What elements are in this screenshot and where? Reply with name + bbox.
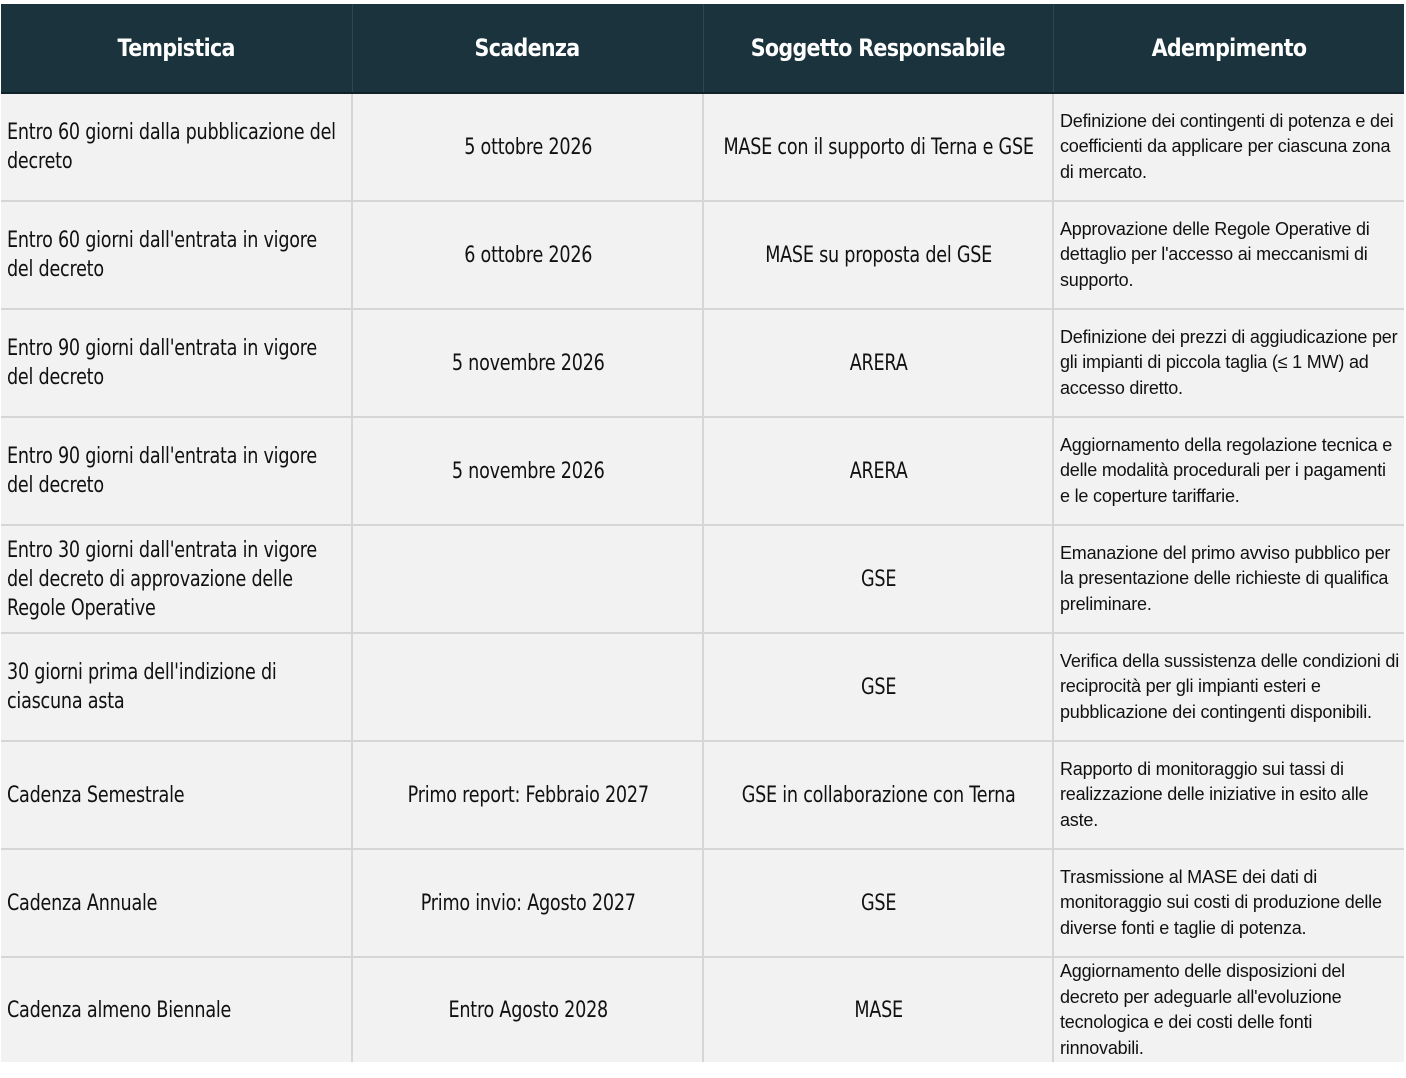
table-row (1, 417, 1404, 525)
cell-tempistica: Entro 90 giorni dall'entrata in vigore del decreto (1, 417, 352, 525)
cell-soggetto: GSE (703, 633, 1053, 741)
cell-tempistica: Entro 30 giorni dall'entrata in vigore del decreto di approvazione delle Regole Operative (1, 525, 352, 633)
table-row (1, 309, 1404, 417)
cell-soggetto: ARERA (703, 417, 1053, 525)
cell-soggetto: ARERA (703, 309, 1053, 417)
cell-soggetto: GSE in collaborazione con Terna (703, 741, 1053, 849)
header-scadenza: Scadenza (352, 4, 703, 93)
cell-adempimento: Definizione dei prezzi di aggiudicazione per gli impianti di piccola taglia (≤ 1 MW) ad accesso diretto. (1053, 309, 1404, 417)
cell-adempimento: Verifica della sussistenza delle condizioni di reciprocità per gli impianti esteri e pubblicazione dei contingenti disponibili. (1053, 633, 1404, 741)
table-row (1, 849, 1404, 957)
cell-adempimento: Aggiornamento delle disposizioni del decreto per adeguarle all'evoluzione tecnologica e dei costi delle fonti rinnovabili. (1053, 957, 1404, 1062)
table-row (1, 93, 1404, 201)
table-header (1, 4, 1404, 93)
cell-tempistica: Entro 90 giorni dall'entrata in vigore del decreto (1, 309, 352, 417)
cell-tempistica: 30 giorni prima dell'indizione di ciascuna asta (1, 633, 352, 741)
cell-scadenza (352, 633, 703, 741)
cell-tempistica: Entro 60 giorni dalla pubblicazione del decreto (1, 93, 352, 201)
cell-tempistica: Cadenza Annuale (1, 849, 352, 957)
cell-soggetto: MASE (703, 957, 1053, 1062)
cell-adempimento: Rapporto di monitoraggio sui tassi di realizzazione delle iniziative in esito alle aste. (1053, 741, 1404, 849)
cell-scadenza: Primo invio: Agosto 2027 (352, 849, 703, 957)
cell-soggetto: GSE (703, 525, 1053, 633)
cell-scadenza: 5 ottobre 2026 (352, 93, 703, 201)
table-row (1, 633, 1404, 741)
cell-scadenza: 5 novembre 2026 (352, 417, 703, 525)
table-body (1, 93, 1404, 1062)
cell-adempimento: Approvazione delle Regole Operative di dettaglio per l'accesso ai meccanismi di supporto. (1053, 201, 1404, 309)
deadlines-table (1, 4, 1404, 1062)
cell-soggetto: MASE su proposta del GSE (703, 201, 1053, 309)
cell-scadenza: 6 ottobre 2026 (352, 201, 703, 309)
table-row (1, 201, 1404, 309)
table-row (1, 957, 1404, 1062)
deadlines-table-container (1, 4, 1404, 1062)
cell-scadenza: Entro Agosto 2028 (352, 957, 703, 1062)
cell-tempistica: Cadenza Semestrale (1, 741, 352, 849)
header-tempistica: Tempistica (1, 4, 352, 93)
cell-adempimento: Definizione dei contingenti di potenza e dei coefficienti da applicare per ciascuna zona di mercato. (1053, 93, 1404, 201)
cell-scadenza: 5 novembre 2026 (352, 309, 703, 417)
header-row (1, 4, 1404, 93)
header-adempimento: Adempimento (1053, 4, 1404, 93)
cell-soggetto: GSE (703, 849, 1053, 957)
cell-adempimento: Trasmissione al MASE dei dati di monitoraggio sui costi di produzione delle diverse fonti e taglie di potenza. (1053, 849, 1404, 957)
cell-scadenza: Primo report: Febbraio 2027 (352, 741, 703, 849)
cell-scadenza (352, 525, 703, 633)
cell-soggetto: MASE con il supporto di Terna e GSE (703, 93, 1053, 201)
cell-adempimento: Aggiornamento della regolazione tecnica e delle modalità procedurali per i pagamenti e le coperture tariffarie. (1053, 417, 1404, 525)
cell-tempistica: Cadenza almeno Biennale (1, 957, 352, 1062)
table-row (1, 741, 1404, 849)
cell-adempimento: Emanazione del primo avviso pubblico per la presentazione delle richieste di qualifica preliminare. (1053, 525, 1404, 633)
cell-tempistica: Entro 60 giorni dall'entrata in vigore del decreto (1, 201, 352, 309)
table-row (1, 525, 1404, 633)
header-soggetto-responsabile: Soggetto Responsabile (703, 4, 1053, 93)
